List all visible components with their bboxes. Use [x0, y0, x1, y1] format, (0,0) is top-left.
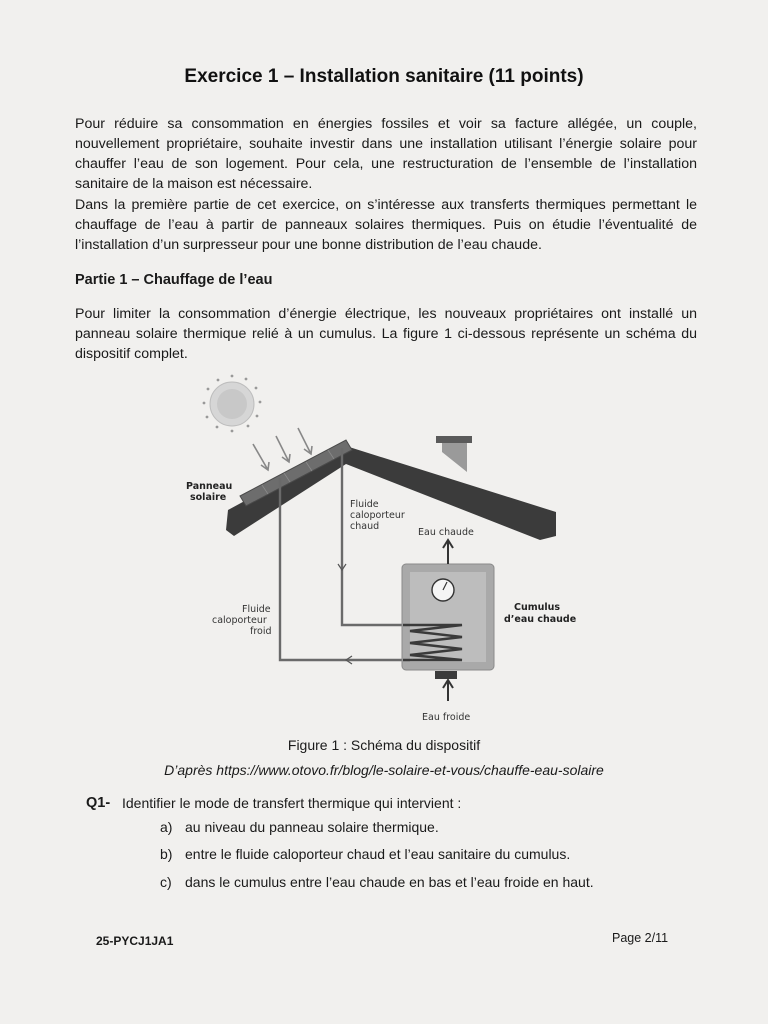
part1-paragraph: Pour limiter la consommation d’énergie électrique, les nouveaux propriétaires ont installé un panneau solaire thermique relié à un cumulus. La figure 1 ci-dessous représente un schéma du dispositif complet.: [75, 306, 697, 362]
item-text: au niveau du panneau solaire thermique.: [185, 819, 439, 835]
item-letter: c): [160, 874, 172, 890]
part1-heading: Partie 1 – Chauffage de l’eau: [75, 272, 273, 288]
question-text: Identifier le mode de transfert thermique qui intervient :: [122, 795, 462, 811]
cold-water-inlet: [443, 680, 453, 701]
label-panel-1: Panneau: [186, 481, 233, 492]
exercise-title: Exercice 1 – Installation sanitaire (11 points): [184, 66, 584, 87]
item-text: dans le cumulus entre l’eau chaude en bas et l’eau froide en haut.: [185, 874, 594, 890]
hot-water-tank: [402, 564, 494, 679]
item-text: entre le fluide caloporteur chaud et l’eau sanitaire du cumulus.: [185, 846, 571, 862]
roof: [226, 446, 556, 540]
intro-paragraph-1: Pour réduire sa consommation en énergies fossiles et voir sa facture allégée, un couple, nouvellement propriétaire, souhaite investir dans une installation utilisant l’énergie solaire pour chauffer l’eau de son logement. Pour cela, une restructuration de l’ensemble de l’installation sanitaire de la maison est nécessaire.: [75, 116, 697, 192]
label-cold-fluid-1: Fluide: [242, 604, 271, 615]
label-panel-2: solaire: [190, 492, 227, 503]
intro-paragraph-2: Dans la première partie de cet exercice, on s’intéresse aux transferts thermiques permettant le chauffage de l’eau à partir de panneaux solaires thermiques. Puis on étudie l’éventualité de l’installation d’un surpresseur pour une bonne distribution de l’eau chaude.: [75, 197, 697, 253]
label-tank-1: Cumulus: [514, 602, 561, 613]
label-hot-fluid-1: Fluide: [350, 499, 379, 510]
label-hot-water: Eau chaude: [418, 527, 474, 538]
item-letter: a): [160, 819, 173, 835]
question-item-a: [160, 819, 439, 835]
question-item-c: [160, 874, 594, 890]
exam-code: 25-PYCJ1JA1: [96, 934, 174, 948]
label-hot-fluid-2: caloporteur: [350, 510, 405, 521]
label-cold-fluid-3: froid: [250, 626, 272, 637]
solar-water-heater-diagram: [170, 368, 610, 730]
chimney: [436, 436, 472, 472]
figure-source: D’après https://www.otovo.fr/blog/le-solaire-et-vous/chauffe-eau-solaire: [164, 762, 604, 778]
question-item-b: [160, 846, 570, 862]
label-cold-fluid-2: caloporteur: [212, 615, 267, 626]
item-letter: b): [160, 846, 173, 862]
figure-caption: Figure 1 : Schéma du dispositif: [287, 737, 481, 753]
page-number: Page 2/11: [612, 931, 669, 945]
hot-water-outlet: [443, 540, 453, 564]
question-label: Q1-: [86, 795, 111, 811]
label-hot-fluid-3: chaud: [350, 521, 380, 532]
label-cold-water: Eau froide: [422, 712, 471, 723]
label-tank-2: d’eau chaude: [504, 614, 577, 625]
sun-icon: [203, 375, 262, 433]
